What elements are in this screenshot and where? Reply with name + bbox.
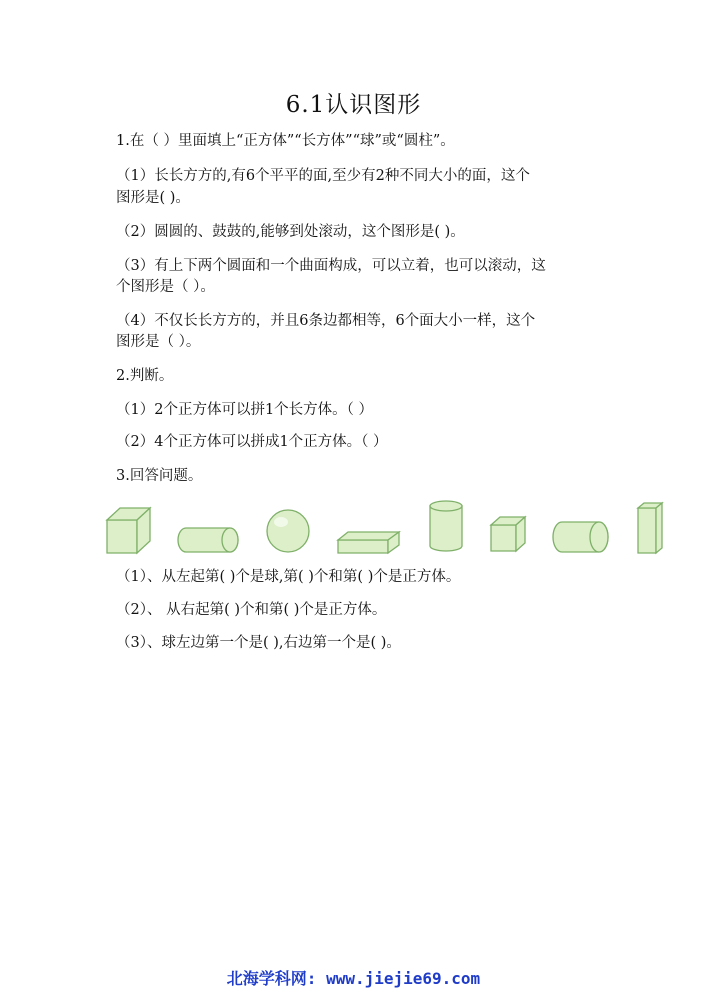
- question-2-item-2: （2）4个正方体可以拼成1个正方体。（ ）: [116, 434, 388, 450]
- question-1-item-4-line-2: 图形是（ ）。: [116, 334, 201, 350]
- cube-small-icon: [491, 517, 525, 551]
- question-2-prompt: 2.判断。: [116, 368, 174, 384]
- cylinder-standing-icon: [430, 501, 462, 551]
- question-1-item-1-line-1: （1）长长方方的,有6个平平的面,至少有2种不同大小的面，这个: [116, 168, 530, 184]
- question-3-item-2: （2）、 从右起第( )个和第( )个是正方体。: [116, 602, 387, 618]
- cylinder-lying-icon: [178, 528, 238, 552]
- footer-link[interactable]: 北海学科网: www.jiejie69.com: [226, 969, 481, 988]
- question-1-item-4-line-1: （4）不仅长长方方的，并且6条边都相等，6个面大小一样，这个: [116, 313, 536, 329]
- question-1-item-1-line-2: 图形是( )。: [116, 190, 190, 206]
- tall-cuboid-icon: [638, 503, 662, 553]
- page-title: 6.1认识图形: [285, 92, 422, 118]
- question-1-prompt: 1.在（ ）里面填上“正方体”“长方体”“球”或“圆柱”。: [116, 133, 455, 149]
- question-3-item-1: （1）、从左起第( )个是球,第( )个和第( )个是正方体。: [116, 569, 461, 585]
- question-3-item-3: （3）、球左边第一个是( ),右边第一个是( )。: [116, 635, 401, 651]
- shapes-row: [100, 498, 670, 558]
- question-1-item-3-line-2: 个图形是（ ）。: [116, 279, 215, 295]
- question-1-item-2: （2）圆圆的、鼓鼓的,能够到处滚动，这个图形是( )。: [116, 224, 465, 240]
- question-3-prompt: 3.回答问题。: [116, 468, 203, 484]
- question-2-item-1: （1）2个正方体可以拼1个长方体。（ ）: [116, 402, 374, 418]
- question-1-item-3-line-1: （3）有上下两个圆面和一个曲面构成，可以立着，也可以滚动，这: [116, 258, 546, 274]
- flat-cuboid-icon: [338, 532, 399, 553]
- cylinder-lying-icon: [553, 522, 608, 552]
- sphere-icon: [267, 510, 309, 552]
- cube-icon: [107, 508, 150, 553]
